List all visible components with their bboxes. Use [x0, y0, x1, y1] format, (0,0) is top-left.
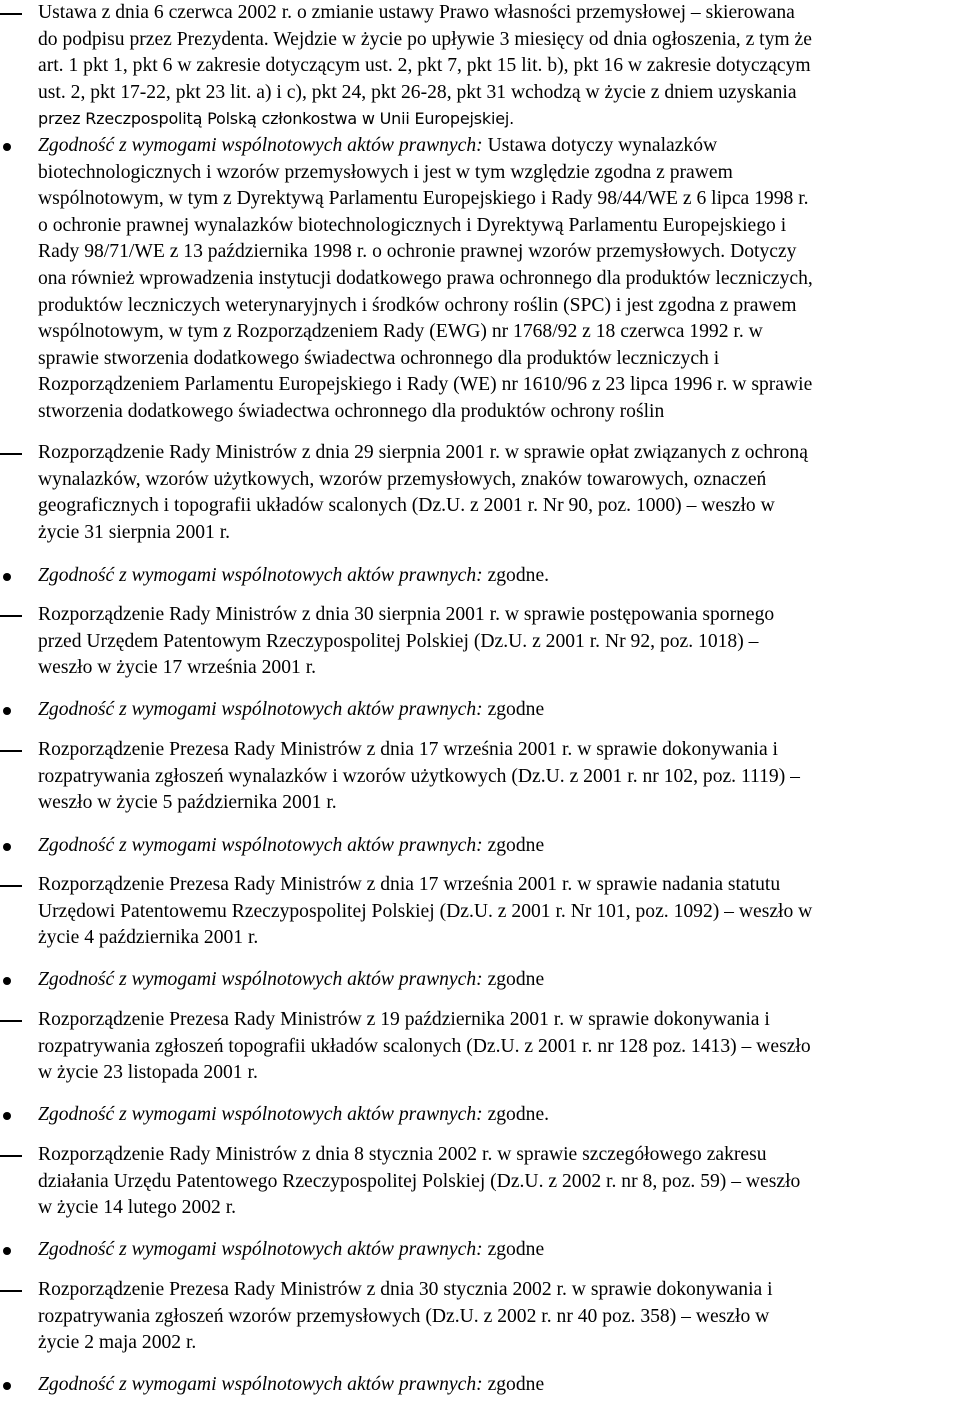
text-line: stworzenia dodatkowego świadectwa ochronnego dla produktów ochrony roślin — [38, 400, 665, 422]
text-line: Rady 98/71/WE z 13 października 1998 r. o ochronie prawnej wzorów przemysłowych. Dotyczy — [38, 241, 797, 263]
dash-marker — [0, 13, 22, 15]
compliance-value: zgodne. — [487, 565, 550, 586]
compliance-label: Zgodność z wymogami wspólnotowych aktów prawnych: — [38, 565, 483, 586]
text-line: Urzędowi Patentowemu Rzeczypospolitej Polskiej (Dz.U. z 2001 r. Nr 101, poz. 1092) – weszło w — [38, 900, 813, 922]
text-line: do podpisu przez Prezydenta. Wejdzie w życie po upływie 3 miesięcy od dnia ogłoszenia, z tym że — [38, 28, 812, 50]
text-line: w życie 14 lutego 2002 r. — [38, 1197, 237, 1219]
text-line: ona również wprowadzenia instytucji dodatkowego prawa ochronnego dla produktów leczniczych, — [38, 267, 813, 289]
text-line: Rozporządzenie Rady Ministrów z dnia 29 sierpnia 2001 r. w sprawie opłat związanych z ochroną — [38, 442, 808, 463]
bullet-marker — [3, 843, 11, 851]
dash-marker — [0, 750, 22, 752]
text-line: Rozporządzenie Prezesa Rady Ministrów z dnia 30 stycznia 2002 r. w sprawie dokonywania i — [38, 1279, 773, 1300]
item-text — [38, 737, 957, 817]
item-text — [38, 602, 957, 682]
bullet-marker — [3, 707, 11, 715]
text-line: rozpatrywania zgłoszeń topografii układów scalonych (Dz.U. z 2001 r. nr 128 poz. 1413) – weszło — [38, 1035, 811, 1057]
compliance-label: Zgodność z wymogami wspólnotowych aktów prawnych: — [38, 1104, 483, 1125]
item-text — [38, 1277, 957, 1357]
text-line: w życie 23 listopada 2001 r. — [38, 1062, 258, 1084]
text-span: Ustawa dotyczy wynalazków — [487, 135, 718, 156]
item-text — [38, 133, 957, 426]
compliance-value: zgodne — [487, 699, 545, 720]
dash-marker — [0, 1155, 22, 1157]
compliance-label: Zgodność z wymogami wspólnotowych aktów prawnych: — [38, 135, 483, 156]
text-line: wspólnotowym, w tym z Rozporządzeniem Rady (EWG) nr 1768/92 z 18 czerwca 1992 r. w — [38, 321, 763, 343]
dash-marker — [0, 885, 22, 887]
item-text — [38, 833, 957, 860]
item-text — [38, 0, 957, 133]
item-text — [38, 563, 957, 590]
compliance-label: Zgodność z wymogami wspólnotowych aktów prawnych: — [38, 1374, 483, 1395]
text-line: życie 2 maja 2002 r. — [38, 1332, 197, 1354]
item-text — [38, 697, 957, 724]
text-line: Rozporządzenie Rady Ministrów z dnia 8 stycznia 2002 r. w sprawie szczegółowego zakresu — [38, 1144, 767, 1165]
text-line: przed Urzędem Patentowym Rzeczypospolitej Polskiej (Dz.U. z 2001 r. Nr 92, poz. 1018) – — [38, 630, 759, 652]
text-line: Ustawa z dnia 6 czerwca 2002 r. o zmianie ustawy Prawo własności przemysłowej – skierowana — [38, 2, 795, 23]
bullet-marker — [3, 143, 11, 151]
dash-marker — [0, 1020, 22, 1022]
text-line: życie 31 sierpnia 2001 r. — [38, 521, 231, 543]
item-text — [38, 1142, 957, 1222]
text-line: biotechnologicznych i wzorów przemysłowych i jest w tym względzie zgodna z prawem — [38, 161, 733, 183]
text-line: przez Rzeczpospolitą Polską członkostwa w Unii Europejskiej. — [38, 109, 514, 129]
bullet-marker — [3, 977, 11, 985]
compliance-label: Zgodność z wymogami wspólnotowych aktów prawnych: — [38, 969, 483, 990]
text-line: art. 1 pkt 1, pkt 6 w zakresie dotyczącym ust. 2, pkt 7, pkt 15 lit. b), pkt 16 w zakresie dotyczącym — [38, 55, 811, 77]
compliance-value: zgodne — [487, 1374, 545, 1395]
text-line: Rozporządzeniem Parlamentu Europejskiego i Rady (WE) nr 1610/96 z 23 lipca 1996 r. w sprawie — [38, 374, 813, 396]
text-line: produktów leczniczych weterynaryjnych i środków ochrony roślin (SPC) i jest zgodna z prawem — [38, 294, 797, 316]
dash-marker — [0, 453, 22, 455]
item-text — [38, 872, 957, 952]
text-line: życie 4 października 2001 r. — [38, 927, 259, 949]
text-line: o ochronie prawnej wynalazków biotechnologicznych i Dyrektywą Parlamentu Europejskiego i — [38, 214, 787, 236]
bullet-marker — [3, 573, 11, 581]
compliance-label: Zgodność z wymogami wspólnotowych aktów prawnych: — [38, 835, 483, 856]
item-text — [38, 440, 957, 546]
item-text — [38, 1372, 957, 1399]
bullet-marker — [3, 1112, 11, 1120]
text-line: rozpatrywania zgłoszeń wzorów przemysłowych (Dz.U. z 2002 r. nr 40 poz. 358) – weszło w — [38, 1305, 770, 1327]
compliance-label: Zgodność z wymogami wspólnotowych aktów prawnych: — [38, 699, 483, 720]
compliance-value: zgodne — [487, 835, 545, 856]
text-line: Rozporządzenie Prezesa Rady Ministrów z dnia 17 września 2001 r. w sprawie nadania statutu — [38, 874, 781, 895]
text-line: geograficznych i topografii układów scalonych (Dz.U. z 2001 r. Nr 90, poz. 1000) – weszło w — [38, 495, 775, 517]
text-line: sprawie stworzenia dodatkowego świadectwa ochronnego dla produktów leczniczych i — [38, 347, 720, 369]
compliance-value: zgodne — [487, 969, 545, 990]
text-line: wspólnotowym, w tym z Dyrektywą Parlamentu Europejskiego i Rady 98/44/WE z 6 lipca 1998 r. — [38, 188, 809, 210]
compliance-value: zgodne. — [487, 1104, 550, 1125]
text-line: Rozporządzenie Prezesa Rady Ministrów z 19 października 2001 r. w sprawie dokonywania i — [38, 1009, 770, 1030]
item-text — [38, 1237, 957, 1264]
compliance-value: zgodne — [487, 1239, 545, 1260]
item-text — [38, 967, 957, 994]
text-line: weszło w życie 5 października 2001 r. — [38, 792, 337, 814]
bullet-marker — [3, 1382, 11, 1390]
item-text — [38, 1007, 957, 1087]
text-line: Rozporządzenie Prezesa Rady Ministrów z dnia 17 września 2001 r. w sprawie dokonywania i — [38, 739, 778, 760]
text-line: ust. 2, pkt 17-22, pkt 23 lit. a) i c), pkt 24, pkt 26-28, pkt 31 wchodzą w życie z dniem uzyskania — [38, 81, 797, 103]
text-line: wynalazków, wzorów użytkowych, wzorów przemysłowych, znaków towarowych, oznaczeń — [38, 468, 767, 490]
text-line: działania Urzędu Patentowego Rzeczypospolitej Polskiej (Dz.U. z 2002 r. nr 8, poz. 59) – weszło — [38, 1170, 801, 1192]
text-line: weszło w życie 17 września 2001 r. — [38, 657, 317, 679]
text-line: Rozporządzenie Rady Ministrów z dnia 30 sierpnia 2001 r. w sprawie postępowania spornego — [38, 604, 775, 625]
text-line: rozpatrywania zgłoszeń wynalazków i wzorów użytkowych (Dz.U. z 2001 r. nr 102, poz. 1119) – — [38, 765, 800, 787]
bullet-marker — [3, 1247, 11, 1255]
dash-marker — [0, 1290, 22, 1292]
item-text — [38, 1102, 957, 1129]
dash-marker — [0, 615, 22, 617]
compliance-label: Zgodność z wymogami wspólnotowych aktów prawnych: — [38, 1239, 483, 1260]
